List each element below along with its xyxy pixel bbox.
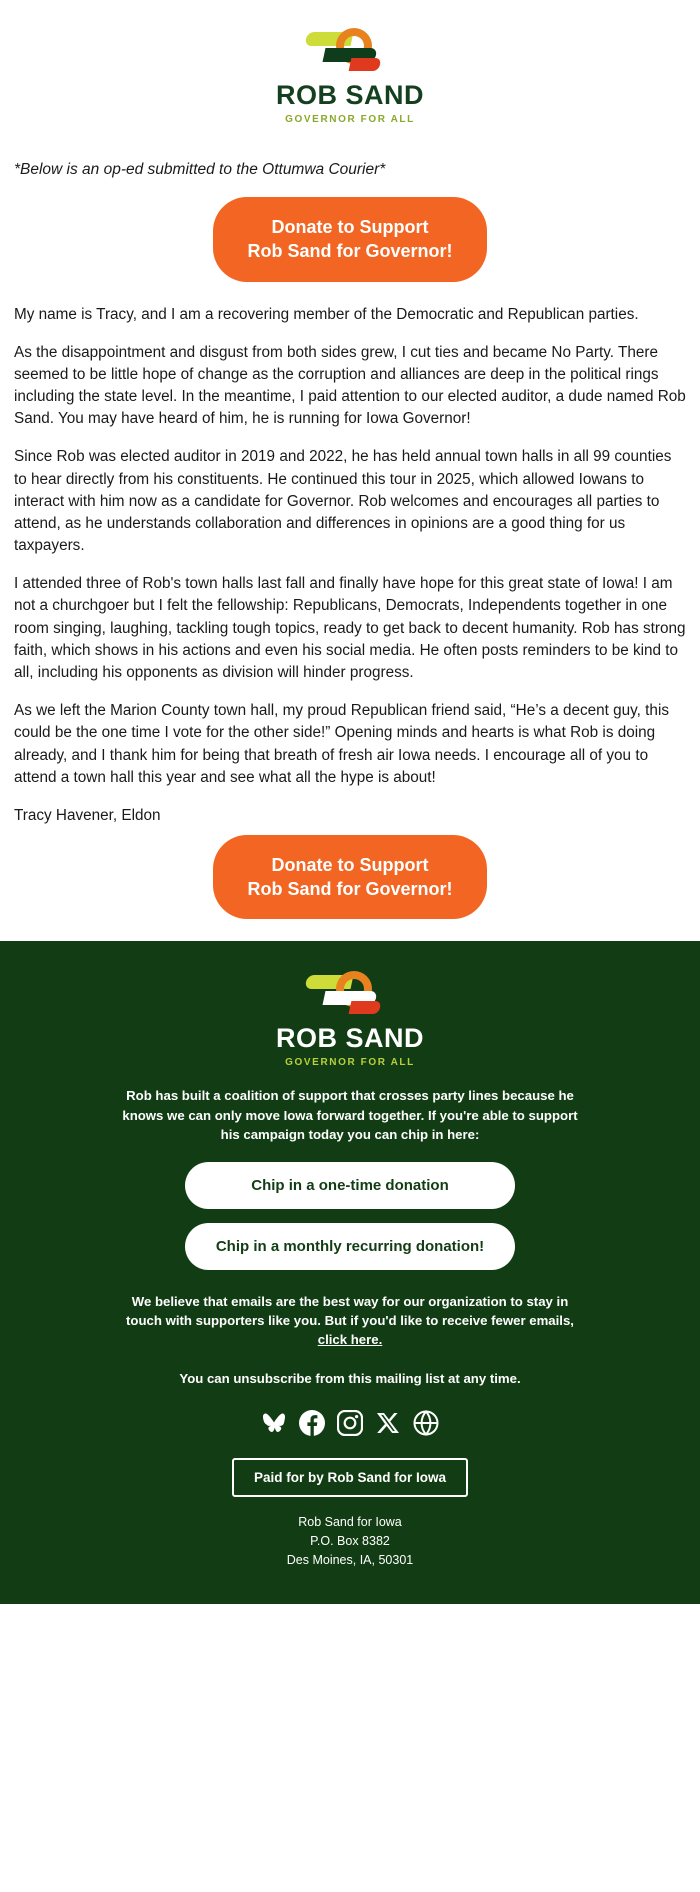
header-logo — [0, 0, 700, 135]
footer-blurb: Rob has built a coalition of support that crosses party lines because he knows we can only move Iowa forward together. If you're able to support his campaign today you can chip in here: — [122, 1088, 578, 1142]
one-time-donation-button[interactable]: Chip in a one-time donation — [185, 1162, 515, 1209]
paragraph-4: I attended three of Rob's town halls last fall and finally have hope for this great state of Iowa! I am not a churchgoer but I felt the fellowship: Republicans, Democrats, Independents together in one room singing, laughing, tackling tough topics, ready to get back to decent humanity. Rob has strong faith, which shows in his actions and even his social media. He often posts reminders to be kind to all, including his opponents as division will hinder progress. — [14, 575, 686, 681]
mailing-address — [30, 1513, 670, 1569]
donate-button-bottom-line1: Donate to Support — [271, 854, 429, 875]
donate-button-top-line1: Donate to Support — [271, 217, 429, 237]
logo-name: ROB SAND — [275, 80, 424, 110]
donate-button-bottom-line2: Rob Sand for Governor! — [247, 879, 453, 900]
threads-icon[interactable] — [413, 1410, 439, 1436]
address-line-2: P.O. Box 8382 — [310, 1534, 390, 1549]
footer-logo-tagline: GOVERNOR FOR ALL — [285, 1057, 415, 1069]
bluesky-icon[interactable] — [261, 1410, 287, 1436]
logo-tagline: GOVERNOR FOR ALL — [285, 114, 415, 125]
x-twitter-icon[interactable] — [375, 1410, 401, 1436]
paragraph-2: As the disappointment and disgust from both sides grew, I cut ties and became No Party. There seemed to be little hope of change as the corruption and alliances are deep in the political rings including the state level. In the meantime, I paid attention to our elected auditor, a dude named Rob Sand. You may have heard of him, he is running for Iowa Governor! — [14, 343, 686, 428]
monthly-donation-button[interactable]: Chip in a monthly recurring donation! — [185, 1223, 515, 1270]
cta-bottom-wrap — [12, 835, 688, 920]
signature: Tracy Havener, Eldon — [14, 806, 161, 824]
emails-note-line1: We believe that emails are the best way for our organization to stay in — [131, 1293, 569, 1309]
social-links — [30, 1410, 670, 1436]
emails-note-line2: touch with supporters like you. But if you'd like to receive fewer emails, — [126, 1313, 574, 1329]
footer-logo-name: ROB SAND — [275, 1023, 424, 1054]
rob-sand-logo-icon-footer — [306, 971, 394, 1019]
paragraph-3: Since Rob was elected auditor in 2019 and 2022, he has held annual town halls in all 99 counties to hear directly from his constituents. He continued this tour in 2025, which allowed Iowans to interact with him now as a candidate for Governor. Rob welcomes and encourages all parties to attend, as he understands collaboration and differences in opinions are a good thing for us taxpayers. — [14, 448, 672, 555]
instagram-icon[interactable] — [337, 1410, 363, 1436]
email-body — [0, 135, 700, 919]
rob-sand-logo-icon — [306, 28, 394, 76]
emails-preference-note — [125, 1292, 575, 1349]
paid-for-box: Paid for by Rob Sand for Iowa — [232, 1458, 468, 1497]
oped-note: *Below is an op-ed submitted to the Ottumwa Courier* — [14, 161, 386, 178]
cta-top-wrap — [12, 197, 688, 282]
address-line-1: Rob Sand for Iowa — [298, 1515, 402, 1530]
facebook-icon[interactable] — [299, 1410, 325, 1436]
paragraph-5: As we left the Marion County town hall, my proud Republican friend said, “He’s a decent guy, this could be the one time I vote for the other side!” Opening minds and hearts is what Rob is doing already, and I thank him for being that breath of fresh air Iowa needs. I encourage all of you to attend a town hall this year and see what all the hype is about! — [14, 702, 669, 786]
address-line-3: Des Moines, IA, 50301 — [286, 1552, 414, 1567]
unsubscribe-note: You can unsubscribe from this mailing list at any time. — [179, 1371, 521, 1387]
email-footer — [0, 941, 700, 1603]
footer-logo — [30, 965, 670, 1082]
fewer-emails-link[interactable]: click here. — [317, 1332, 383, 1348]
donate-button-top-line2: Rob Sand for Governor! — [247, 241, 453, 262]
donate-button-bottom[interactable] — [213, 835, 486, 920]
paragraph-1: My name is Tracy, and I am a recovering member of the Democratic and Republican parties. — [14, 305, 639, 323]
donate-button-top[interactable] — [213, 197, 486, 282]
